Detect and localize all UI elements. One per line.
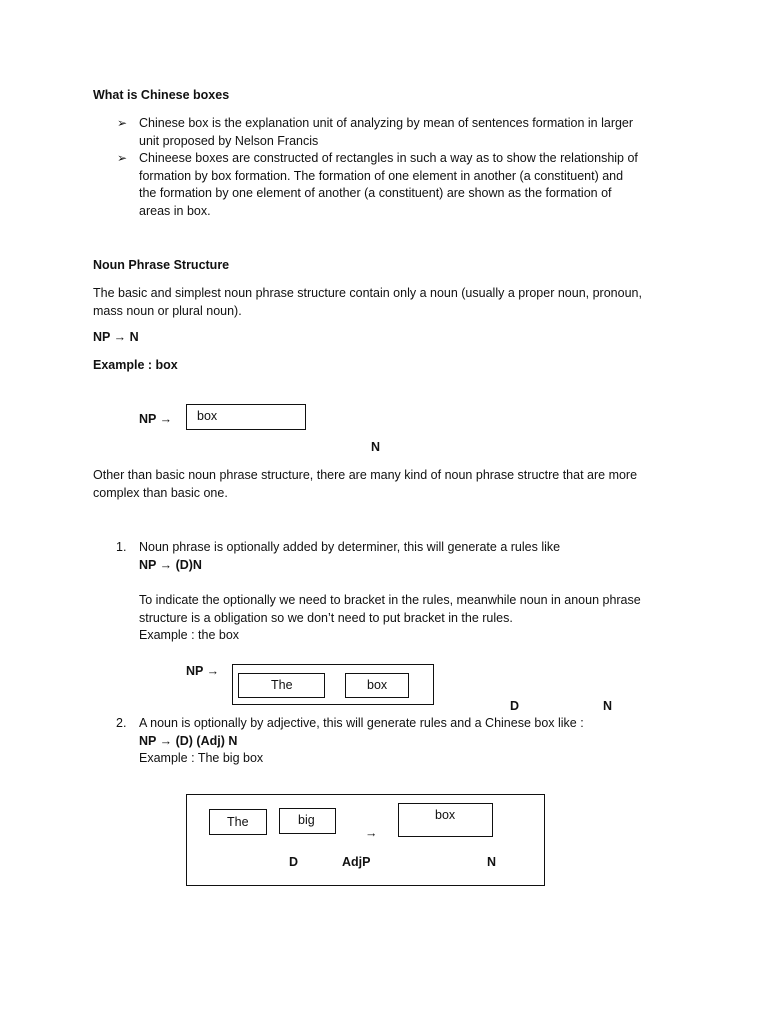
item-number: 2.	[116, 716, 127, 730]
paragraph-line: Other than basic noun phrase structure, there are many kind of noun phrase structre that are more	[93, 468, 638, 482]
paragraph-line: The basic and simplest noun phrase structure contain only a noun (usually a proper noun, pronoun,	[93, 286, 642, 300]
item-line: Noun phrase is optionally added by determiner, this will generate a rules like	[139, 540, 561, 554]
np-intro-paragraph	[93, 285, 642, 320]
n-label: N	[487, 855, 497, 869]
bullet-line: areas in box.	[139, 203, 211, 218]
chinese-box-diagram-3	[186, 794, 545, 886]
adjp-label: AdjP	[342, 855, 371, 869]
bullet-line: unit proposed by Nelson Francis	[139, 133, 319, 148]
box-word: box	[435, 808, 456, 822]
bullet-item-2	[139, 150, 638, 220]
the-box	[209, 809, 267, 835]
the-box	[238, 673, 325, 698]
inner-noun-box	[345, 673, 409, 698]
paragraph-line: mass noun or plural noun).	[93, 303, 242, 318]
item-line: To indicate the optionally we need to bracket in the rules, meanwhile noun in anoun phrase	[139, 593, 641, 607]
box-word: box	[367, 678, 388, 692]
item-rule: NP → (D)N	[139, 557, 202, 572]
item-explanation	[139, 592, 641, 645]
bullet-line: Chineese boxes are constructed of rectangles in such a way as to show the relationship of	[139, 151, 638, 165]
bullet-line: the formation by one element of another (a constituent) are shown as the formation of	[139, 186, 612, 200]
item-line: structure is a obligation so we don’t need to put bracket in the rules.	[139, 610, 513, 625]
bullet-line: formation by box formation. The formation of one element in another (a constituent) and	[139, 168, 624, 183]
item-number: 1.	[116, 540, 127, 554]
n-label: N	[371, 440, 381, 454]
bullet-item-1	[139, 115, 633, 150]
d-label: D	[510, 699, 520, 713]
box-word: box	[197, 409, 218, 423]
arrow-bullet-icon: ➢	[117, 116, 128, 130]
the-word: The	[271, 678, 293, 692]
item-line: Example : the box	[139, 628, 240, 642]
noun-box	[186, 404, 306, 430]
noun-box	[398, 803, 493, 837]
item-text	[139, 539, 560, 574]
adj-box	[279, 808, 336, 834]
arrow-right-icon: →	[365, 826, 378, 840]
n-label: N	[603, 699, 613, 713]
other-paragraph	[93, 467, 637, 502]
item-text	[139, 715, 584, 768]
item-rule: NP → (D) (Adj) N	[139, 733, 238, 748]
the-word: The	[227, 815, 249, 829]
item-line: Example : The big box	[139, 751, 264, 765]
bullet-line: Chinese box is the explanation unit of analyzing by mean of sentences formation in larger	[139, 116, 634, 130]
item-line: A noun is optionally by adjective, this will generate rules and a Chinese box like :	[139, 716, 584, 730]
np-label: NP →	[186, 664, 220, 678]
d-label: D	[289, 855, 299, 869]
section-heading-noun-phrase: Noun Phrase Structure	[93, 258, 230, 272]
section-heading-chinese-boxes: What is Chinese boxes	[93, 88, 230, 102]
arrow-bullet-icon: ➢	[117, 151, 128, 165]
rule-np-n: NP → N	[93, 330, 139, 344]
np-label: NP →	[139, 412, 173, 426]
paragraph-line: complex than basic one.	[93, 485, 228, 500]
outer-box	[232, 664, 434, 705]
big-word: big	[298, 813, 315, 827]
example-box-label: Example : box	[93, 358, 178, 372]
